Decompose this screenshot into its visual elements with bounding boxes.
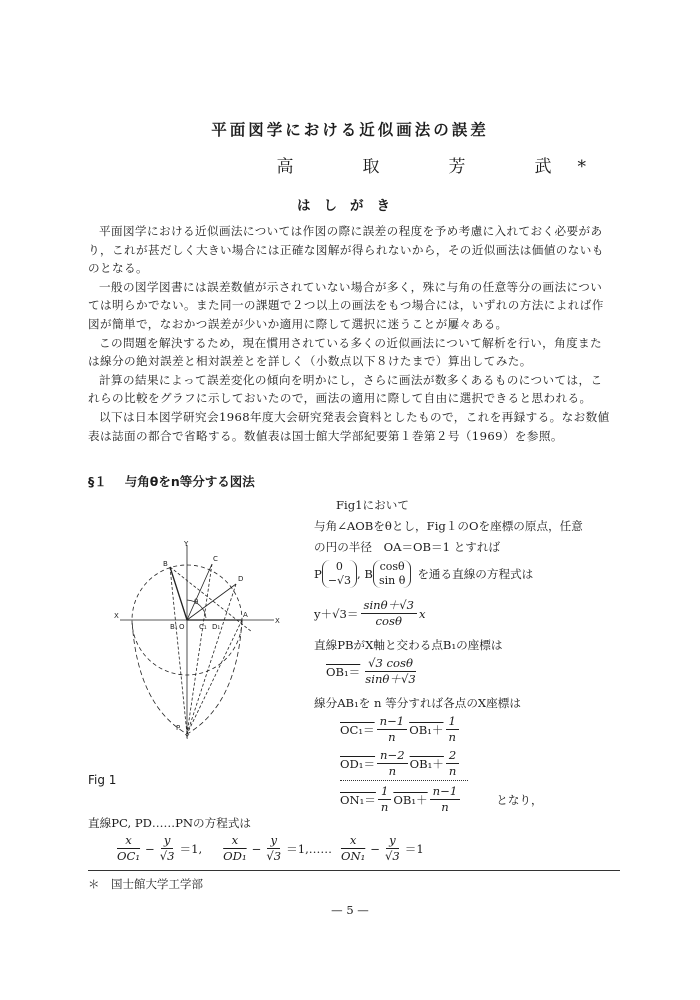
conclusion-text: となり，	[496, 792, 543, 807]
footnote-rule	[88, 870, 620, 871]
point-p-coords: 0 −√3	[322, 560, 357, 588]
equation-line-pb: y＋√3＝ $\frac{\sin\theta+√3}{\cos\theta}$ x	[314, 598, 426, 628]
equation-on1: ON₁＝ $\frac{1}{n}$ OB₁＋ $\frac{n-1}{n}$ となり，	[340, 784, 543, 814]
label-x-left: X	[114, 612, 119, 620]
ray-oc	[187, 564, 212, 620]
figure-1-diagram	[112, 540, 282, 740]
equations-pc-pn: $\frac{x}{\text{OC₁}}$ − $\frac{y}{√3}$ ＝1, $\frac{x}{\text{OD₁}}$ − $\frac{y}{√3}$ ＝1,…… $\frac{x}{\text{ON₁}}$ − $\frac{y}{√3}$ ＝1	[117, 833, 424, 863]
label-c: C	[213, 555, 218, 563]
label-b1: B₁	[170, 623, 178, 631]
label-d: D	[238, 575, 244, 583]
preface-paragraph: 平面図学における近似画法については作図の際に誤差の程度を予め考慮に入れておく必要があり，これが甚だしく大きい場合には正確な図解が得られないから，その近似画法は価値のないものとなる。	[88, 224, 604, 276]
equation-oc1: OC₁＝ $\frac{n-1}{n}$ OB₁＋ $\frac{1}{n}$	[340, 714, 461, 745]
preface-paragraph: 計算の結果によって誤差変化の傾向を明かにし，さらに画法が数多くあるものについては，これらの比較をグラフに示しておいたので，画法の適用に際して自由に選択できると思われる。	[88, 372, 603, 406]
dotted-separator	[340, 780, 468, 781]
label-d1: D₁	[212, 623, 221, 631]
label-y-top: Y	[184, 540, 189, 548]
label-p: P	[176, 724, 181, 732]
preface-heading: はしがき	[297, 198, 403, 214]
pb-intersection-text: 直線PBがX軸と交わる点B₁の座標は	[314, 638, 503, 652]
radius-definition: の円の半径 OA＝OB＝1 とすれば	[314, 540, 501, 554]
section-title: 与角θをn等分する図法	[124, 474, 255, 489]
footnote: ＊ 国士館大学工学部	[88, 877, 203, 891]
fig-reference: Fig1において	[336, 498, 409, 512]
section-number: §１	[88, 474, 107, 489]
point-b-coords: cosθ sin θ	[373, 560, 411, 588]
preface-body	[88, 222, 612, 445]
label-b: B	[163, 560, 168, 568]
points-pb: P 0 −√3 , B cosθ sin θ を通る直線の方程式は	[314, 560, 534, 587]
lines-eq-intro: 直線PC, PD……PNの方程式は	[88, 816, 252, 830]
label-x-right: X	[275, 617, 280, 625]
label-a: A	[243, 611, 248, 619]
equation-od1: OD₁＝ $\frac{n-2}{n}$ OB₁＋ $\frac{2}{n}$	[340, 748, 461, 779]
preface-paragraph: 以下は日本図学研究会1968年度大会研究発表会資料としたもので，これを再録する。なお数値表は誌面の都合で省略する。数値表は国士館大学部紀要第１巻第２号（1969）を参照。	[88, 409, 610, 443]
angle-definition: 与角∠AOBをθとし，Fig１のOを座標の原点，任意	[314, 519, 583, 533]
paper-title: 平面図学における近似画法の誤差	[211, 121, 489, 139]
preface-paragraph: この問題を解決するため，現在慣用されている多くの近似画法について解析を行い，角度または線分の絶対誤差と相対誤差とを詳しく（小数点以下８けたまで）算出してみた。	[88, 335, 603, 369]
label-c1: C₁	[199, 623, 207, 631]
point-b: B	[364, 567, 373, 581]
label-theta: θ	[194, 598, 199, 606]
page-number: — 5 —	[331, 903, 369, 917]
label-o: O	[179, 623, 185, 631]
preface-paragraph: 一般の図学図書には誤差数値が示されていない場合が多く，殊に与角の任意等分の画法については明らかでない。また同一の課題で２つ以上の画法をもつ場合には，いずれの方法によれば作図が簡単で，なおかつ誤差が少いか適用に際して選択に迷うことが屢々ある。	[88, 279, 604, 331]
line-eq-text: を通る直線の方程式は	[417, 567, 534, 581]
point-p: P	[314, 567, 322, 581]
equation-ob1: OB₁＝ $\frac{√3 \cos\theta}{\sin\theta+√3}$	[326, 656, 416, 686]
divide-text: 線分AB₁を n 等分すれば各点のX座標は	[314, 696, 521, 710]
figure-caption: Fig 1	[88, 773, 117, 787]
section-heading	[88, 472, 255, 490]
author-name: 高 取 芳 武*	[276, 157, 612, 177]
label-y-bottom: Y	[185, 733, 190, 740]
